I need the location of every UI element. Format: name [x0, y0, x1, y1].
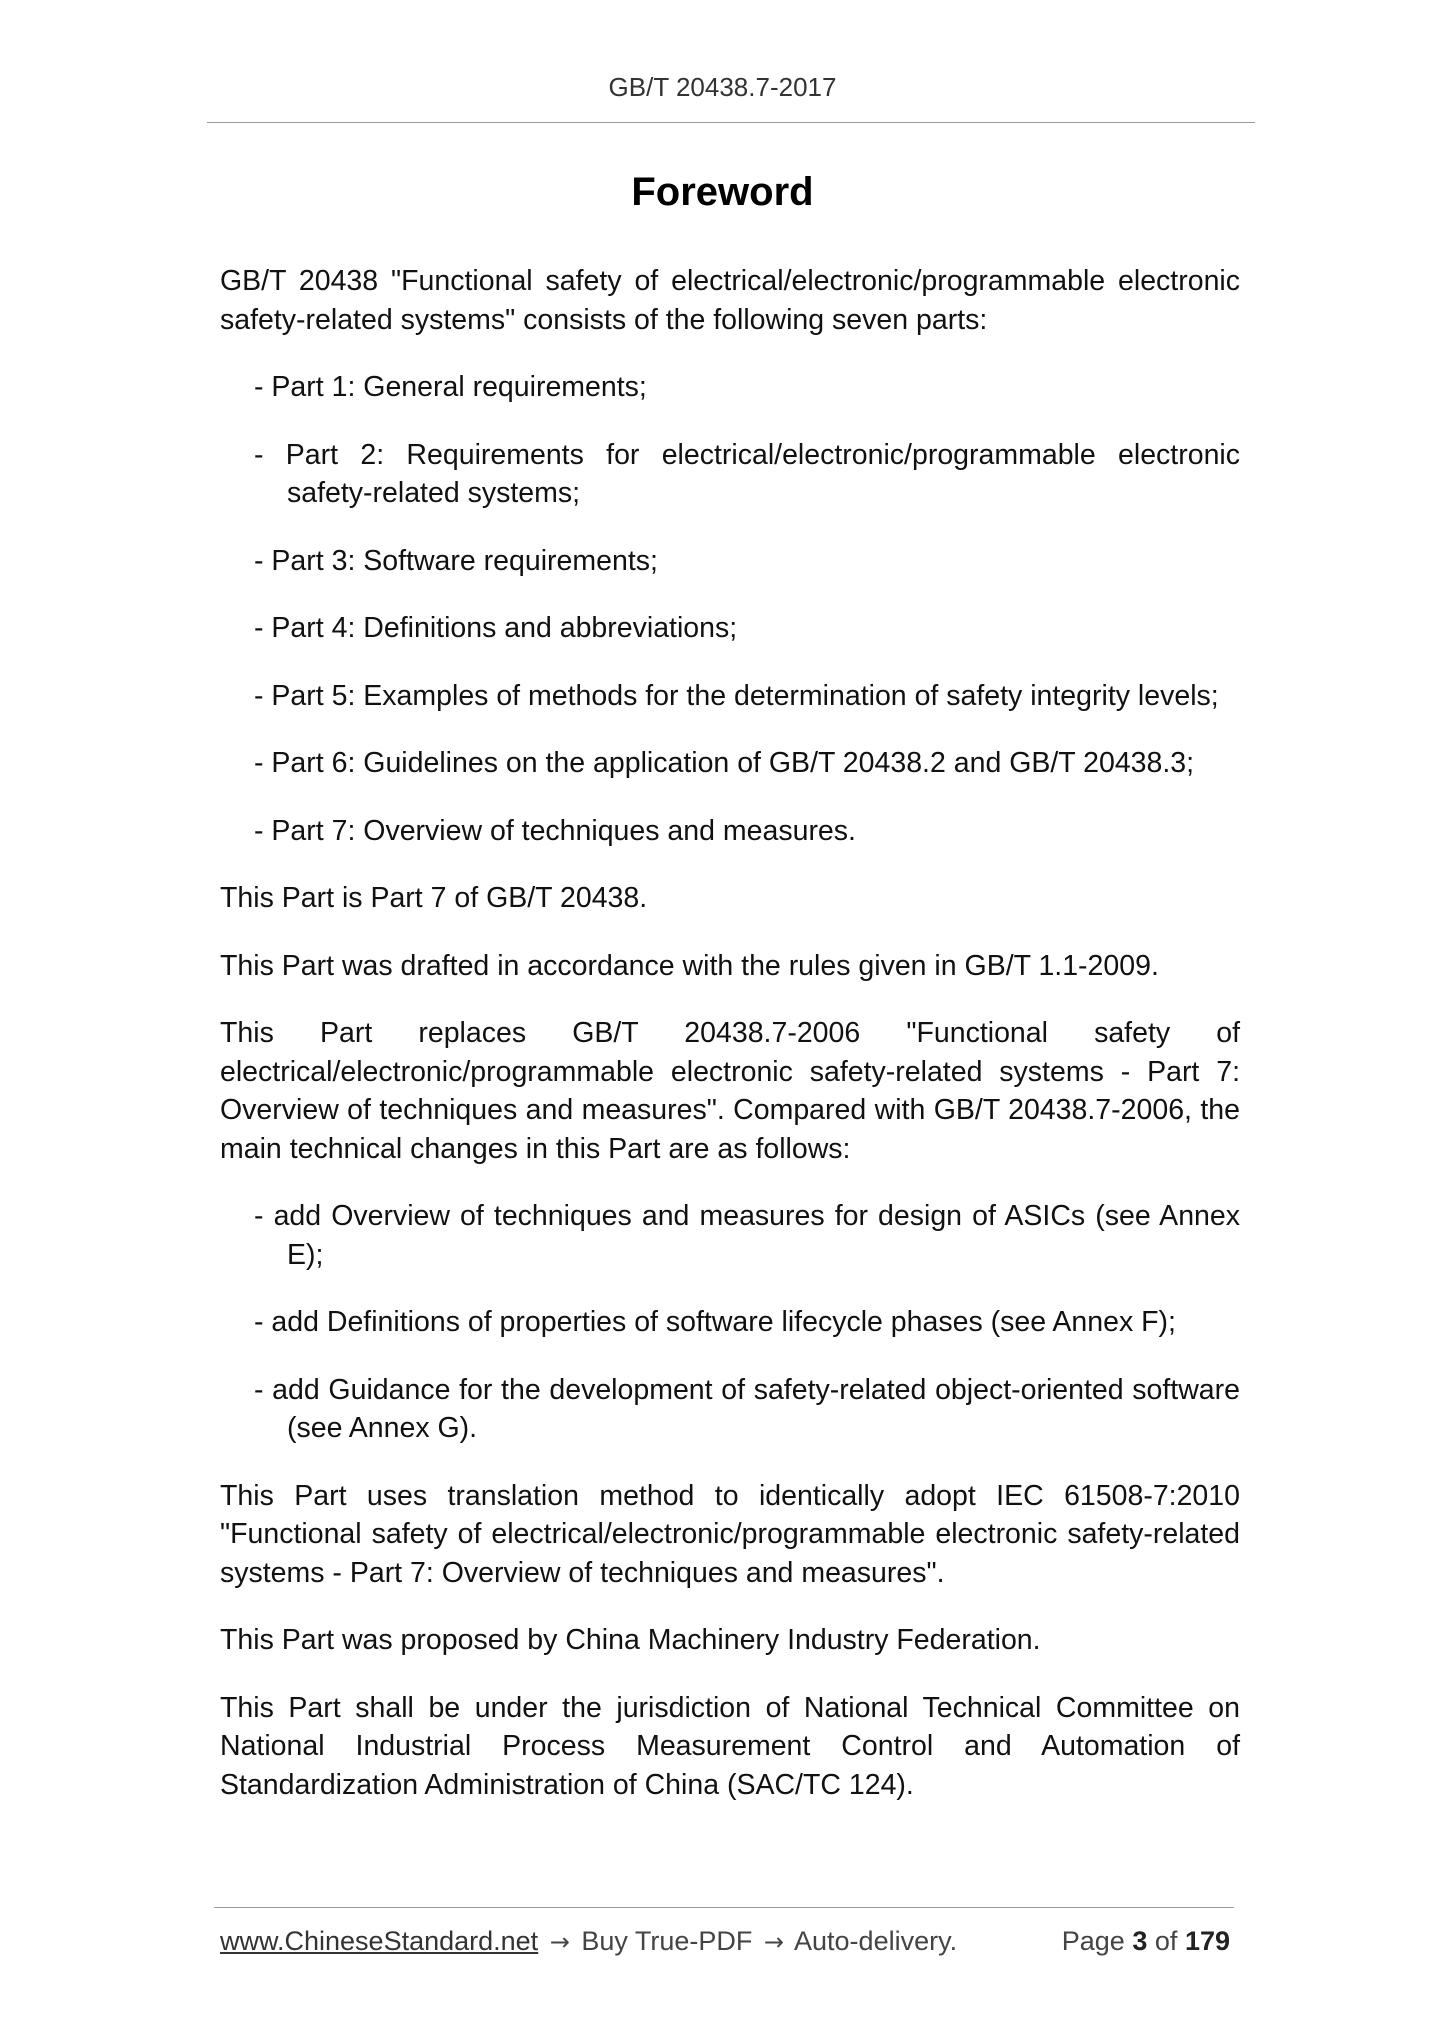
- foreword-body: [220, 262, 1240, 1833]
- body-paragraph: This Part is Part 7 of GB/T 20438.: [220, 882, 648, 914]
- intro-paragraph: GB/T 20438 "Functional safety of electrical/electronic/programmable electronic safety-related systems" consists of the following seven parts:: [220, 265, 1240, 336]
- body-paragraph: This Part was drafted in accordance with the rules given in GB/T 1.1-2009.: [220, 949, 1159, 982]
- buy-pdf-text: Buy True-PDF: [581, 1926, 753, 1956]
- part-list-item: - Part 6: Guidelines on the application of GB/T 20438.2 and GB/T 20438.3;: [254, 747, 1195, 779]
- body-paragraph: This Part was proposed by China Machinery Industry Federation.: [220, 1624, 1041, 1656]
- part-list-item: - Part 2: Requirements for electrical/electronic/programmable electronic safety-related systems;: [254, 438, 1240, 509]
- arrow-right-icon: →: [763, 1928, 784, 1956]
- current-page: 3: [1132, 1926, 1148, 1956]
- change-list-item: - add Definitions of properties of software lifecycle phases (see Annex F);: [254, 1306, 1176, 1338]
- page-title: Foreword: [631, 170, 814, 214]
- body-paragraph: This Part uses translation method to identically adopt IEC 61508-7:2010 "Functional safety of electrical/electronic/programmable electronic safety-related systems - Part 7: Overview of techniques and measures".: [220, 1479, 1240, 1589]
- body-paragraph: This Part shall be under the jurisdiction of National Technical Committee on National Industrial Process Measurement Control and Automation of Standardization Administration of China (SAC/TC 124).: [220, 1691, 1240, 1801]
- body-paragraph: This Part replaces GB/T 20438.7-2006 "Functional safety of electrical/electronic/programmable electronic safety-related systems - Part 7: Overview of techniques and measures". Compared with GB/T 20438.7-2006, the main technical changes in this Part are as follows:: [220, 1017, 1240, 1165]
- page-number: [1062, 1926, 1230, 1957]
- header-divider: [207, 122, 1255, 123]
- change-list-item: - add Guidance for the development of safety-related object-oriented software (see Annex G).: [254, 1373, 1240, 1444]
- part-list-item: - Part 5: Examples of methods for the determination of safety integrity levels;: [254, 679, 1219, 712]
- of-label: of: [1154, 1926, 1178, 1956]
- footer-divider: [214, 1907, 1234, 1908]
- website-link[interactable]: www.ChineseStandard.net: [220, 1926, 539, 1956]
- part-list-item: - Part 3: Software requirements;: [254, 544, 658, 577]
- part-list-item: - Part 7: Overview of techniques and measures.: [254, 814, 856, 847]
- page-label: Page: [1061, 1926, 1125, 1956]
- arrow-right-icon: →: [549, 1928, 570, 1956]
- total-pages: 179: [1184, 1926, 1230, 1956]
- part-list-item: - Part 1: General requirements;: [254, 371, 647, 403]
- document-code-header: GB/T 20438.7-2017: [608, 72, 837, 102]
- auto-delivery-text: Auto-delivery.: [794, 1926, 958, 1956]
- part-list-item: - Part 4: Definitions and abbreviations;: [254, 612, 738, 644]
- footer-promo: [220, 1926, 957, 1957]
- change-list-item: - add Overview of techniques and measures for design of ASICs (see Annex E);: [254, 1200, 1240, 1271]
